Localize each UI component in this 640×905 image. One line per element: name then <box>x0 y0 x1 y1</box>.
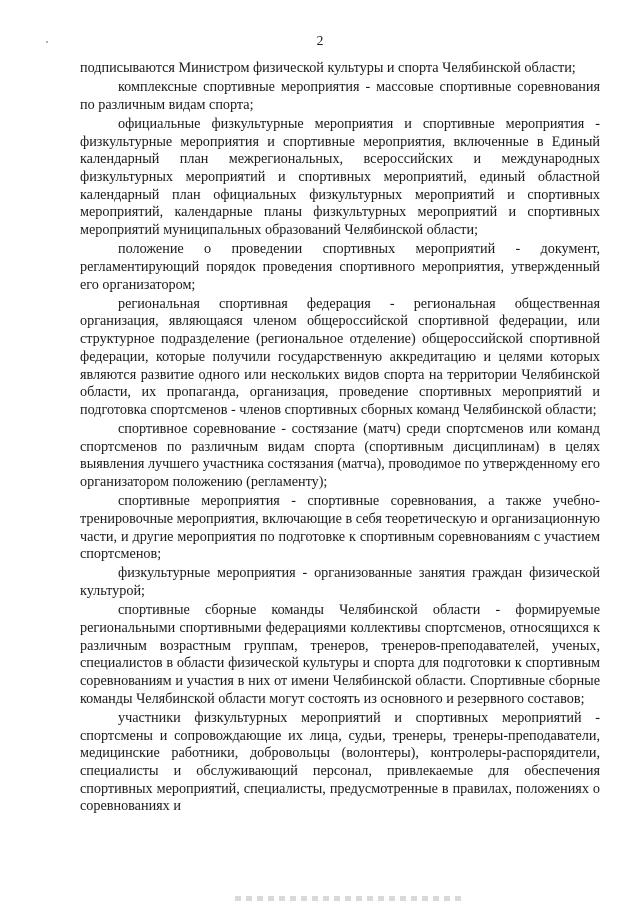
paragraph-official-events: официальные физкультурные мероприятия и спортивные мероприятия - физкультурные мероприятия и спортивные мероприятия, включенные в Единый календарный план межрегиональных, всероссийских и международных физкультурных мероприятий и спортивных мероприятий, единый областной календарный план официальных физкультурных мероприятий и спортивных мероприятий, календарные планы физкультурных мероприятий и спортивных мероприятий муниципальных образований Челябинской области; <box>80 115 600 239</box>
paragraph-sport-competition: спортивное соревнование - состязание (матч) среди спортсменов или команд спортсменов по различным видам спорта (спортивным дисциплинам) в целях выявления лучшего участника состязания (матча), проводимое по утвержденному его организатором положению (регламенту); <box>80 421 600 491</box>
document-body <box>80 60 600 816</box>
paragraph-continuation: подписываются Министром физической культуры и спорта Челябинской области; <box>80 60 576 76</box>
paragraph-regional-federation: региональная спортивная федерация - региональная общественная организация, являющаяся членом общероссийской спортивной федерации, или структурное подразделение (региональное отделение) общероссийской спортивной федерации, которые получили государственную аккредитацию и целями которых являются развитие одного или нескольких видов спорта на территории Челябинской области, их пропаганда, организация, проведение спортивных мероприятий и подготовка спортсменов - членов спортивных сборных команд Челябинской области; <box>80 295 600 418</box>
paragraph-national-teams: спортивные сборные команды Челябинской области - формируемые региональными спортивными федерациями коллективы спортсменов, относящихся к различным возрастным группам, тренеров, тренеров-преподавателей, ученых, специалистов в области физической культуры и спорта для подготовки к спортивным соревнованиям и участия в них от имени Челябинской области. Спортивные сборные команды Челябинской области могут состоять из основного и резервного составов; <box>80 602 600 707</box>
paragraph-complex-sport-events: комплексные спортивные мероприятия - массовые спортивные соревнования по различным видам спорта; <box>80 79 600 113</box>
paragraph-physical-culture-events: физкультурные мероприятия - организованные занятия граждан физической культурой; <box>80 565 600 600</box>
paragraph-regulation: положение о проведении спортивных мероприятий - документ, регламентирующий порядок проведения спортивного мероприятия, утвержденный его организатором; <box>80 241 600 293</box>
scan-footer-artifact <box>235 896 465 901</box>
page-number: 2 <box>316 33 324 48</box>
paragraph-participants: участники физкультурных мероприятий и спортивных мероприятий - спортсмены и сопровождающие их лица, судьи, тренеры, тренеры-преподаватели, медицинские работники, добровольцы (волонтеры), контролеры-распорядители, специалисты и обслуживающий персонал, привлекаемые для обеспечения спортивных мероприятий, специалисты, предусмотренные в правилах, положениях о соревнованиях и <box>80 709 600 815</box>
paragraph-sport-events: спортивные мероприятия - спортивные соревнования, а также учебно-тренировочные мероприятия, включающие в себя теоретическую и организационную части, и другие мероприятия по подготовке к спортивным соревнованиям с участием спортсменов; <box>80 493 600 563</box>
